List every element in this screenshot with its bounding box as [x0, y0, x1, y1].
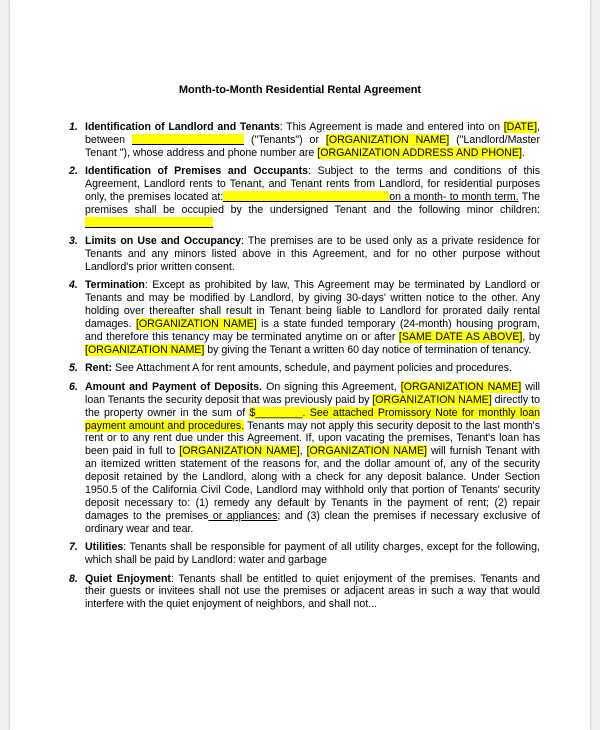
- section-termination: [69, 279, 541, 356]
- tenant-name-blank: [132, 134, 244, 145]
- section-deposits: [69, 380, 540, 536]
- organization-name-placeholder: [ORGANIZATION NAME]: [306, 445, 427, 458]
- section-text: ("Landlord/Master Tenant "), whose address and phone number are: [85, 133, 540, 159]
- organization-name-placeholder: [ORGANIZATION NAME]: [179, 445, 300, 458]
- section-heading: Quiet Enjoyment: [85, 572, 171, 585]
- section-premises: [69, 165, 541, 230]
- section-number: 3.: [69, 235, 78, 248]
- section-heading: Limits on Use and Occupancy: [85, 235, 242, 248]
- section-text: : Except as prohibited by law, This Agreement may be terminated by Landlord or Tenants and may be modified by Landlord, by giving 30-days' written notice to the other. Any holding over thereafter shall result in Tenant being liable to Landlord for prorated daily rental damages.: [85, 279, 540, 331]
- section-text: by giving the Tenant a written 60 day notice of termination of tenancy.: [204, 344, 532, 356]
- date-placeholder: [DATE]: [503, 121, 538, 133]
- section-limits-on-use: [69, 235, 540, 274]
- section-heading: Identification of Landlord and Tenants: [85, 121, 280, 133]
- appliances-text: or appliances: [208, 509, 278, 522]
- organization-name-placeholder: [ORGANIZATION NAME]: [135, 318, 257, 331]
- section-text: is a state funded temporary (24-month) housing program, and therefore this tenancy may be terminated anytime on or after: [85, 318, 540, 344]
- section-text: directly to the property owner in the sum of: [85, 393, 540, 419]
- section-text: .: [521, 146, 525, 159]
- section-number: 4.: [69, 279, 78, 292]
- section-identification: [69, 121, 540, 160]
- organization-name-placeholder: [ORGANIZATION NAME]: [85, 344, 205, 356]
- section-number: 7.: [69, 541, 78, 554]
- document-title: Month-to-Month Residential Rental Agreement: [178, 84, 422, 96]
- section-utilities: [69, 541, 540, 567]
- section-text: See Attachment A for rent amounts, schedule, and payment policies and procedures.: [112, 362, 512, 375]
- section-number: 6.: [69, 380, 78, 393]
- section-text: : Subject to the terms and conditions of this Agreement, Landlord rents to Tenant, and Tenant rents from Landlord, for residential purposes only, the premises located at:: [85, 165, 541, 204]
- section-text: ("Tenants") or: [244, 133, 326, 146]
- section-text: ,: [299, 445, 307, 458]
- section-number: 5.: [69, 362, 78, 375]
- section-rent: [69, 362, 540, 375]
- organization-name-placeholder: [ORGANIZATION NAME]: [325, 133, 450, 146]
- section-heading: Amount and Payment of Deposits.: [85, 380, 262, 393]
- section-text: , by: [522, 331, 541, 344]
- section-text: : The premises are to be used only as a private residence for Tenants and any minors listed above in this Agreement, and for no other purpose without Landlord's prior written consent.: [85, 235, 540, 274]
- organization-address-placeholder: [ORGANIZATION ADDRESS AND PHONE]: [317, 146, 522, 159]
- document-page: [10, 0, 590, 730]
- section-text: on a month- to month term.: [389, 191, 519, 204]
- section-text: : Tenants shall be responsible for payment of all utility charges, except for the following, which shall be paid by Landlord: water and garbage: [85, 541, 540, 567]
- section-text: : Tenants shall be entitled to quiet enjoyment of the premises. Tenants and their guests or invitees shall not use the premises or adjacent areas in such a way that would interfere with the quiet enjoyment of neighbors, and shall not...: [85, 572, 540, 611]
- section-heading: Termination: [85, 279, 145, 292]
- section-quiet-enjoyment: [69, 572, 540, 612]
- date-placeholder: [SAME DATE AS ABOVE]: [398, 331, 523, 344]
- section-heading: Identification of Premises and Occupants: [85, 165, 309, 178]
- section-number: 2.: [69, 165, 78, 178]
- section-heading: Utilities: [85, 541, 124, 554]
- section-heading: Rent:: [85, 362, 113, 375]
- section-number: 8.: [69, 572, 78, 585]
- section-text: On signing this Agreement,: [262, 380, 401, 393]
- section-text: will loan Tenants the security deposit that was previously paid by: [85, 380, 540, 406]
- sections-list: [69, 121, 541, 617]
- premises-address-blank: [223, 191, 389, 202]
- section-text: ; and (3) clean the premises if necessary exclusive of ordinary wear and tear.: [85, 509, 540, 535]
- section-text: : This Agreement is made and entered into on: [279, 121, 504, 133]
- organization-name-placeholder: [ORGANIZATION NAME]: [372, 393, 492, 406]
- section-text: will furnish Tenant with an itemized written statement of the reasons for, and the dollar amount of, any of the security deposit retained by the Landlord, along with a check for any deposit balance. Under Section 1950.5 of the California Civil Code, Landlord may withhold only that portion of Tenants' security deposit necessary to: (1) remedy any default by Tenants in the payment of rent; (2) repair damages to the premises: [85, 445, 540, 522]
- section-text: Tenants may not apply this security deposit to the last month's rent or to any rent due under this Agreement. If, upon vacating the premises, Tenant's loan has been paid in full to: [85, 419, 540, 458]
- section-number: 1.: [69, 121, 78, 133]
- section-text: , between: [85, 121, 540, 146]
- minor-children-blank: [85, 217, 213, 228]
- section-text: The premises shall be occupied by the undersigned Tenant and the following minor children:: [85, 191, 540, 216]
- deposit-amount-placeholder: $________. See attached Promissory Note for monthly loan payment amount and procedures.: [85, 406, 540, 432]
- organization-name-placeholder: [ORGANIZATION NAME]: [400, 380, 522, 393]
